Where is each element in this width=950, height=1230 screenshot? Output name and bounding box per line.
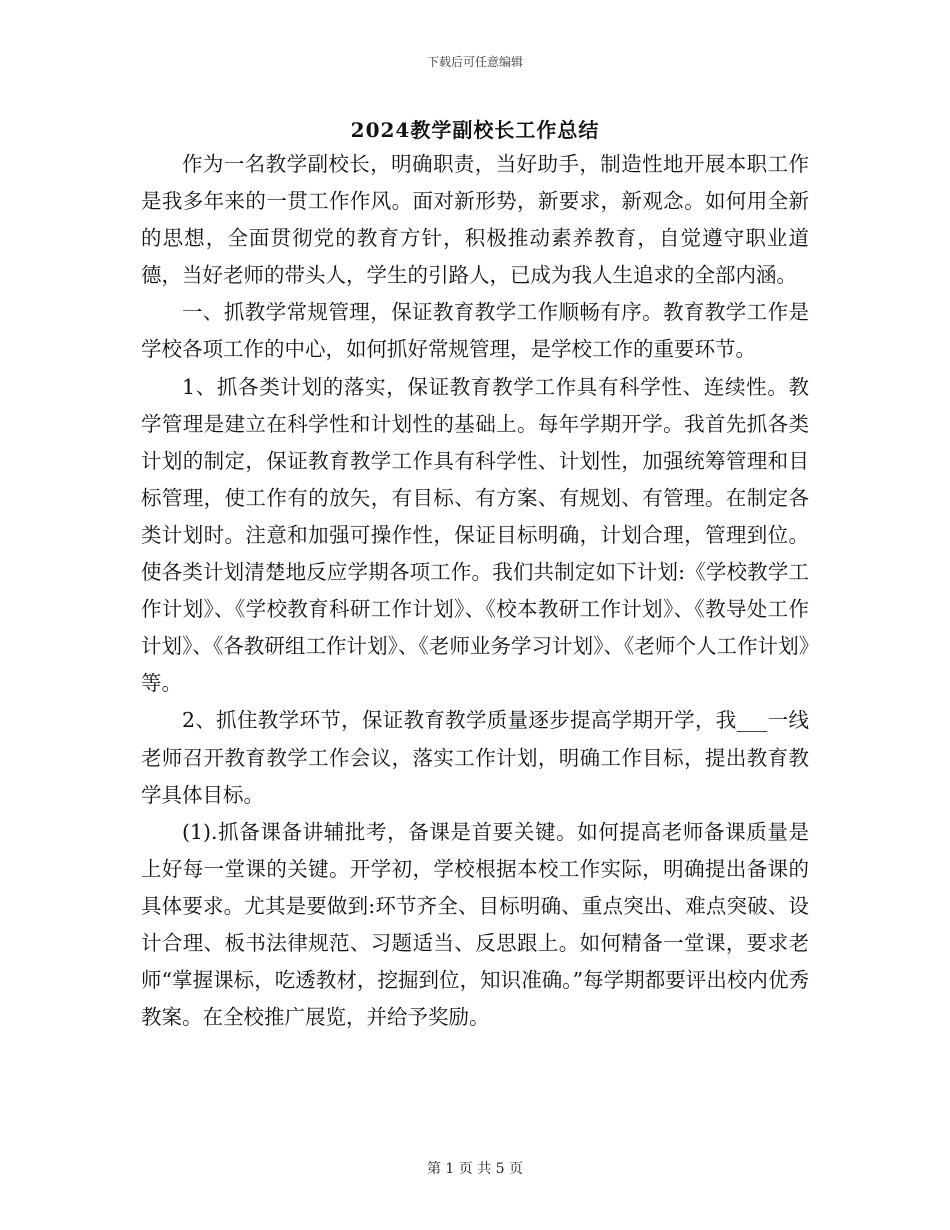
paragraph-item-2: 2、抓住教学环节，保证教育教学质量逐步提高学期开学，我___一线老师召开教育教学工作会议，落实工作计划，明确工作目标，提出教育教学具体目标。 <box>141 708 809 807</box>
document-body <box>141 146 809 1036</box>
paragraph-intro: 作为一名教学副校长，明确职责，当好助手，制造性地开展本职工作是我多年来的一贯工作作风。面对新形势，新要求，新观念。如何用全新的思想，全面贯彻党的教育方针，积极推动素养教育，自觉遵守职业道德，当好老师的带头人，学生的引路人，已成为我人生追求的全部内涵。 <box>141 152 809 288</box>
page-number-footer: 第 1 页 共 5 页 <box>426 1161 524 1177</box>
paragraph-item-1: 1、抓各类计划的落实，保证教育教学工作具有科学性、连续性。教学管理是建立在科学性和计划性的基础上。每年学期开学。我首先抓各类计划的制定，保证教育教学工作具有科学性、计划性，加强统筹管理和目标管理，使工作有的放矢，有目标、有方案、有规划、有管理。在制定各类计划时。注意和加强可操作性，保证目标明确，计划合理，管理到位。使各类计划清楚地反应学期各项工作。我们共制定如下计划:《学校教学工作计划》、《学校教育科研工作计划》、《校本教研工作计划》、《教导处工作计划》、《各教研组工作计划》、《老师业务学习计划》、《老师个人工作计划》等。 <box>141 374 809 696</box>
header-note: 下载后可任意编辑 <box>426 55 523 69</box>
paragraph-section-1: 一、抓教学常规管理，保证教育教学工作顺畅有序。教育教学工作是学校各项工作的中心，如何抓好常规管理，是学校工作的重要环节。 <box>141 300 809 362</box>
document-title: 2024教学副校长工作总结 <box>350 118 600 142</box>
paragraph-subitem-1: (1).抓备课备讲辅批考，备课是首要关键。如何提高老师备课质量是上好每一堂课的关键。开学初，学校根据本校工作实际，明确提出备课的具体要求。尤其是要做到:环节齐全、目标明确、重点突出、难点突破、设计合理、板书法律规范、习题适当、反思跟上。如何精备一堂课，要求老师“掌握课标，吃透教材，挖掘到位，知识准确。”每学期都要评出校内优秀教案。在全校推广展览，并给予奖励。 <box>141 819 809 1030</box>
